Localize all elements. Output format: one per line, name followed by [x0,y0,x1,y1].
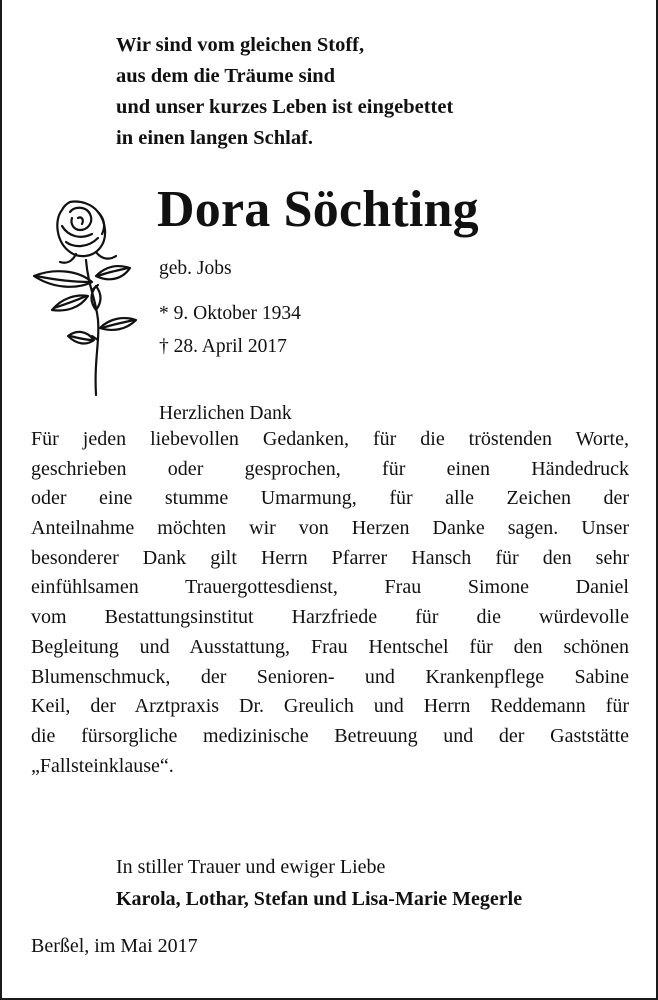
paragraph-line: vom Bestattungsinstitut Harzfriede für die würdevolle [31,606,629,629]
paragraph-line: Für jeden liebevollen Gedanken, für die tröstenden Worte, [31,428,629,450]
thanks-heading: Herzlichen Dank [159,403,292,424]
paragraph-line: geschrieben oder gesprochen, für einen Händedruck [31,457,629,480]
paragraph-line: Keil, der Arztpraxis Dr. Greulich und Herrn Reddemann für [31,695,629,718]
deceased-name: Dora Söchting [157,181,479,238]
death-date: † 28. April 2017 [159,336,287,357]
motto-quote [116,30,453,154]
paragraph-line: die fürsorgliche medizinische Betreuung und der Gaststätte [31,724,629,747]
place-date: Berßel, im Mai 2017 [31,935,198,957]
paragraph-line: Begleitung und Ausstattung, Frau Hentschel für den schönen [31,635,629,658]
paragraph-line: einfühlsamen Trauergottesdienst, Frau Simone Daniel [31,576,629,599]
thanks-paragraph [31,425,629,781]
motto-line: aus dem die Träume sind [116,65,336,87]
rose-icon [26,190,142,405]
paragraph-line: oder eine stumme Umarmung, für alle Zeichen der [31,487,629,510]
closing-phrase: In stiller Trauer und ewiger Liebe [116,856,386,878]
paragraph-line: Blumenschmuck, der Senioren- und Krankenpflege Sabine [31,665,629,688]
motto-line: und unser kurzes Leben ist eingebettet [116,96,454,118]
paragraph-line: besonderer Dank gilt Herrn Pfarrer Hansch für den sehr [31,546,629,569]
maiden-name: geb. Jobs [159,258,232,279]
motto-line: Wir sind vom gleichen Stoff, [116,34,365,56]
family-signature: Karola, Lothar, Stefan und Lisa-Marie Megerle [116,888,523,910]
paragraph-line: Anteilnahme möchten wir von Herzen Danke sagen. Unser [31,517,629,540]
birth-date: * 9. Oktober 1934 [159,303,301,324]
paragraph-line: „Fallsteinklause“. [31,754,174,777]
motto-line: in einen langen Schlaf. [116,127,314,149]
